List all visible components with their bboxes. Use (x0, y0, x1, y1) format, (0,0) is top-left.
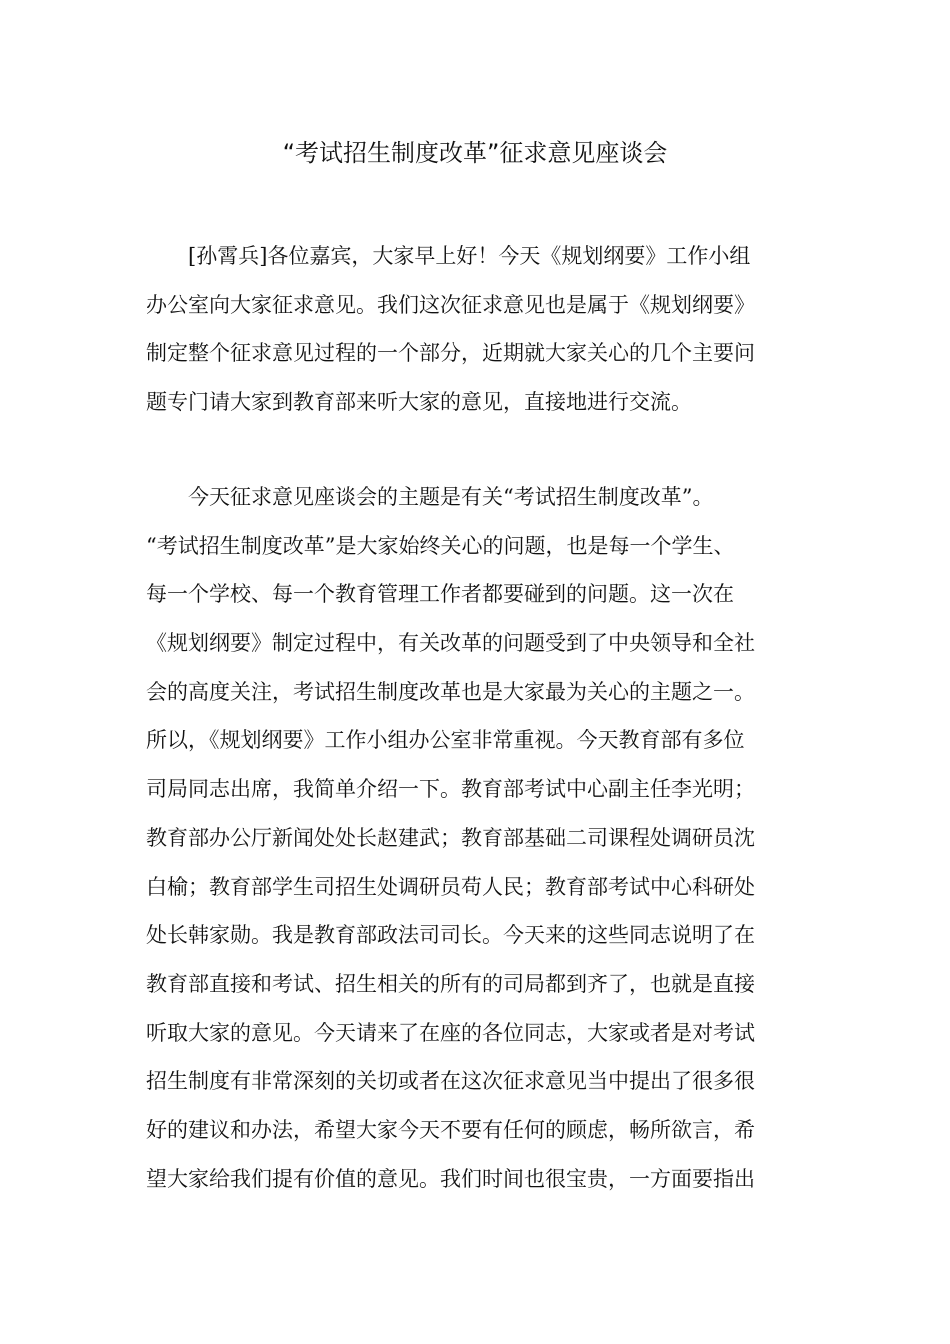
paragraph-line: 《规划纲要》制定过程中，有关改革的问题受到了中央领导和全社 (146, 631, 755, 656)
paragraph-line: 教育部直接和考试、招生相关的所有的司局都到齐了，也就是直接 (146, 971, 755, 996)
paragraph-2 (146, 473, 808, 1203)
paragraph-line: 白榆；教育部学生司招生处调研员苟人民；教育部考试中心科研处 (146, 874, 755, 899)
paragraph-1 (146, 232, 808, 427)
paragraph-line: 制定整个征求意见过程的一个部分，近期就大家关心的几个主要问 (146, 341, 755, 366)
paragraph-line: [孙霄兵]各位嘉宾，大家早上好！今天《规划纲要》工作小组 (188, 244, 751, 268)
paragraph-line: 好的建议和办法，希望大家今天不要有任何的顾虑，畅所欲言，希 (146, 1117, 755, 1142)
paragraph-line: 会的高度关注，考试招生制度改革也是大家最为关心的主题之一。 (146, 679, 755, 704)
paragraph-line: 招生制度有非常深刻的关切或者在这次征求意见当中提出了很多很 (146, 1069, 755, 1094)
paragraph-line: 望大家给我们提有价值的意见。我们时间也很宝贵，一方面要指出 (146, 1166, 755, 1191)
paragraph-line: “考试招生制度改革”是大家始终关心的问题，也是每一个学生、 (146, 533, 735, 558)
paragraph-line: 题专门请大家到教育部来听大家的意见，直接地进行交流。 (146, 390, 692, 415)
paragraph-line: 处长韩家勋。我是教育部政法司司长。今天来的这些同志说明了在 (146, 923, 755, 948)
paragraph-line: 今天征求意见座谈会的主题是有关“考试招生制度改革”。 (188, 485, 714, 509)
paragraph-line: 司局同志出席，我简单介绍一下。教育部考试中心副主任李光明； (146, 777, 755, 802)
paragraph-line: 每一个学校、每一个教育管理工作者都要碰到的问题。这一次在 (146, 582, 734, 607)
paragraph-line: 办公室向大家征求意见。我们这次征求意见也是属于《规划纲要》 (146, 292, 755, 317)
paragraph-line: 教育部办公厅新闻处处长赵建武；教育部基础二司课程处调研员沈 (146, 825, 755, 850)
document-title: “考试招生制度改革”征求意见座谈会 (282, 139, 668, 167)
paragraph-line: 听取大家的意见。今天请来了在座的各位同志，大家或者是对考试 (146, 1020, 755, 1045)
paragraph-line: 所以，《规划纲要》工作小组办公室非常重视。今天教育部有多位 (146, 728, 745, 753)
